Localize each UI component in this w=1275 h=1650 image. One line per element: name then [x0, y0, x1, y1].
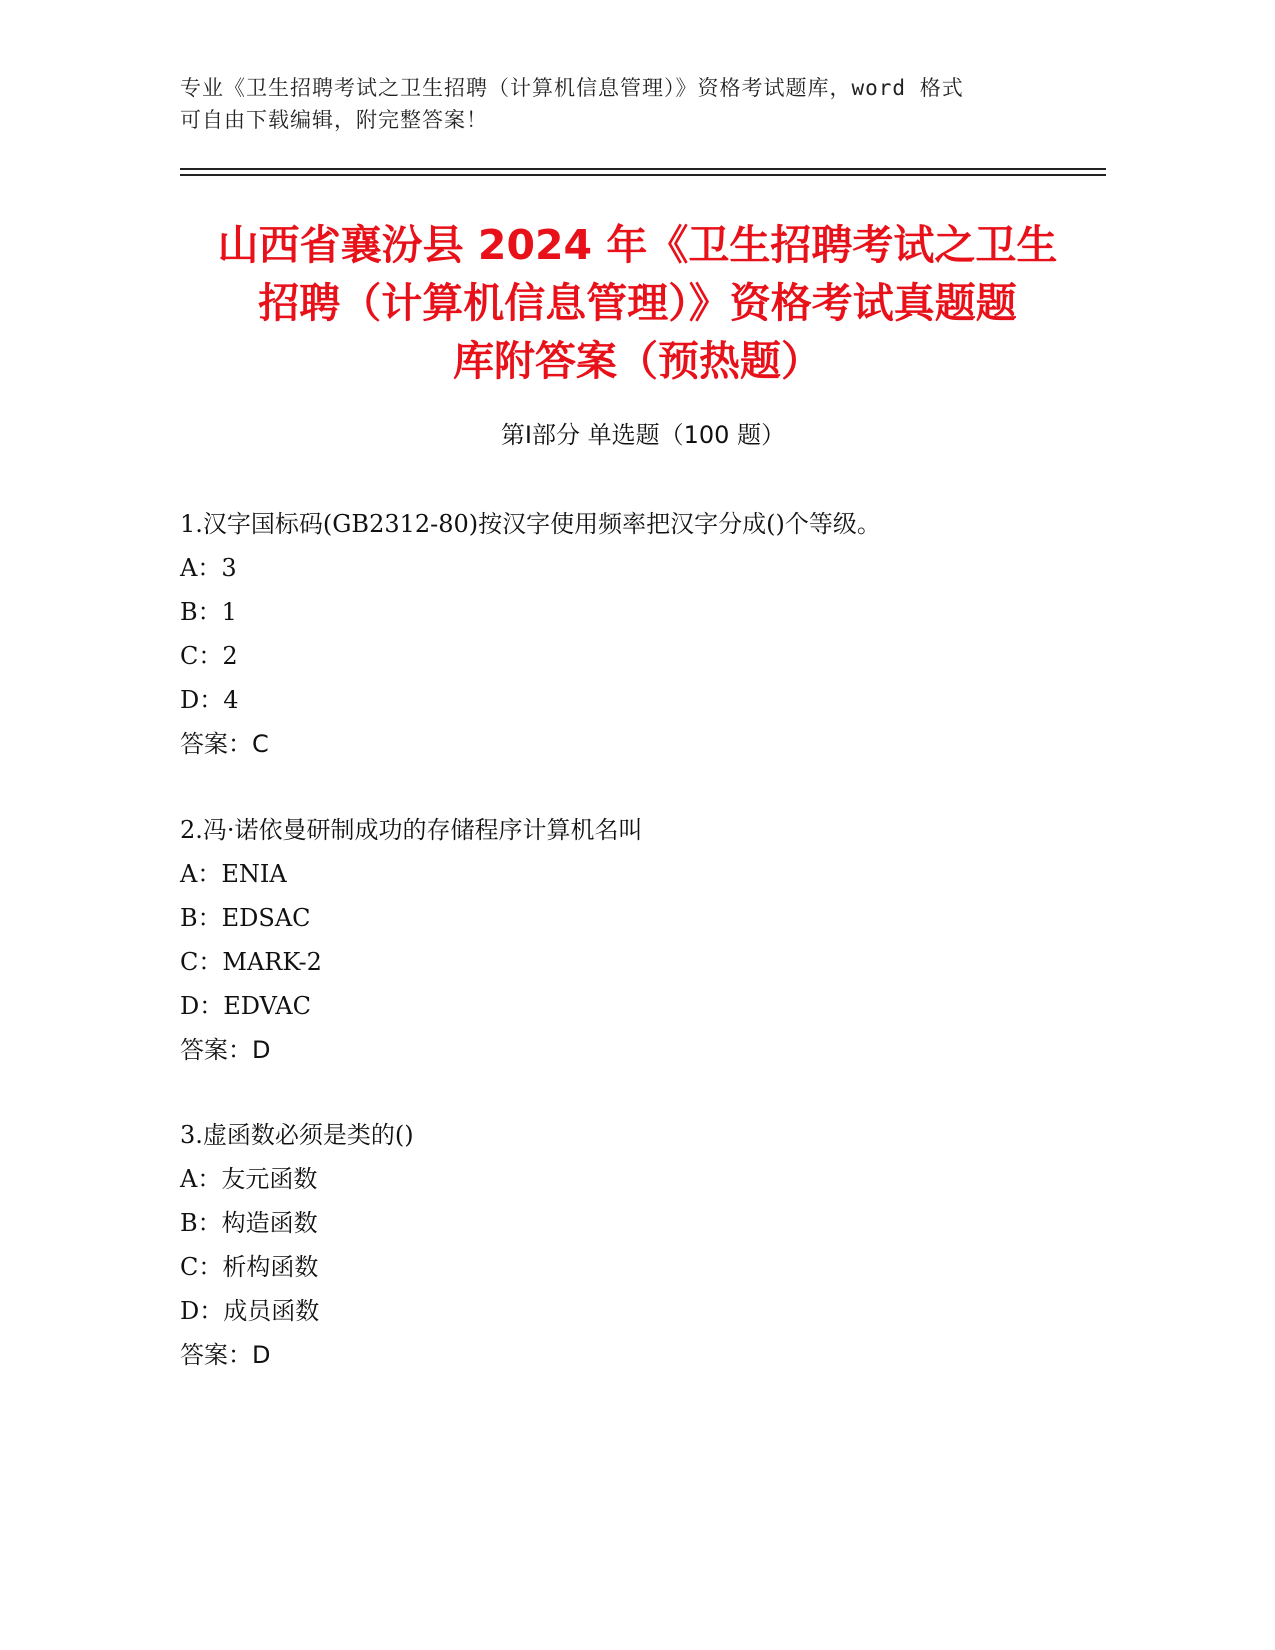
- answer-line: 答案：C: [180, 730, 269, 758]
- option-b: [180, 590, 1100, 634]
- option-letter: A：: [180, 1165, 222, 1193]
- option-letter: C：: [180, 1253, 223, 1281]
- option-d: [180, 984, 1100, 1028]
- option-b: [180, 896, 1100, 940]
- question-stem: 1.汉字国标码(GB2312-80)按汉字使用频率把汉字分成()个等级。: [180, 510, 881, 538]
- question-1: [180, 502, 1100, 766]
- option-c: [180, 940, 1100, 984]
- document-title-line-1: 山西省襄汾县 2024 年《卫生招聘考试之卫生: [217, 221, 1058, 269]
- option-b: [180, 1201, 1100, 1245]
- option-letter: B：: [180, 904, 222, 932]
- option-letter: A：: [180, 554, 222, 582]
- option-c: [180, 1245, 1100, 1289]
- option-c: [180, 634, 1100, 678]
- header-note-line-2: 可自由下载编辑，附完整答案！: [180, 108, 488, 132]
- option-text: 成员函数: [223, 1297, 320, 1325]
- option-text: 友元函数: [221, 1165, 318, 1193]
- option-a: [180, 1157, 1100, 1201]
- option-letter: D：: [180, 992, 224, 1020]
- option-letter: C：: [180, 642, 223, 670]
- option-a: [180, 852, 1100, 896]
- option-a: [180, 546, 1100, 590]
- option-letter: B：: [180, 598, 222, 626]
- option-text: MARK-2: [222, 948, 322, 976]
- document-title: [170, 216, 1105, 390]
- question-stem: 2.冯·诺依曼研制成功的存储程序计算机名叫: [180, 816, 643, 844]
- option-text: 1: [221, 598, 237, 626]
- question-2: [180, 808, 1100, 1072]
- option-text: 4: [223, 686, 239, 714]
- option-text: ENIA: [221, 860, 287, 888]
- document-title-line-3: 库附答案（预热题）: [453, 337, 822, 385]
- answer-line: 答案：D: [180, 1341, 271, 1369]
- option-letter: D：: [180, 686, 224, 714]
- option-text: 3: [221, 554, 237, 582]
- option-text: 构造函数: [221, 1209, 318, 1237]
- answer-line: 答案：D: [180, 1036, 271, 1064]
- header-note-line-1: 专业《卫生招聘考试之卫生招聘（计算机信息管理）》资格考试题库，word 格式: [180, 76, 964, 100]
- option-letter: B：: [180, 1209, 222, 1237]
- option-d: [180, 678, 1100, 722]
- option-letter: D：: [180, 1297, 224, 1325]
- header-rule-bottom: [180, 174, 1106, 176]
- header-note: [180, 72, 1100, 136]
- header-rule-top: [180, 168, 1106, 170]
- option-text: 2: [222, 642, 238, 670]
- option-letter: A：: [180, 860, 222, 888]
- document-title-line-2: 招聘（计算机信息管理）》资格考试真题题: [258, 279, 1017, 327]
- option-text: 析构函数: [222, 1253, 319, 1281]
- section-heading: 第Ⅰ部分 单选题（100 题）: [500, 421, 786, 449]
- option-d: [180, 1289, 1100, 1333]
- question-stem: 3.虚函数必须是类的(): [180, 1121, 414, 1149]
- option-letter: C：: [180, 948, 223, 976]
- question-3: [180, 1113, 1100, 1377]
- option-text: EDVAC: [223, 992, 311, 1020]
- option-text: EDSAC: [221, 904, 311, 932]
